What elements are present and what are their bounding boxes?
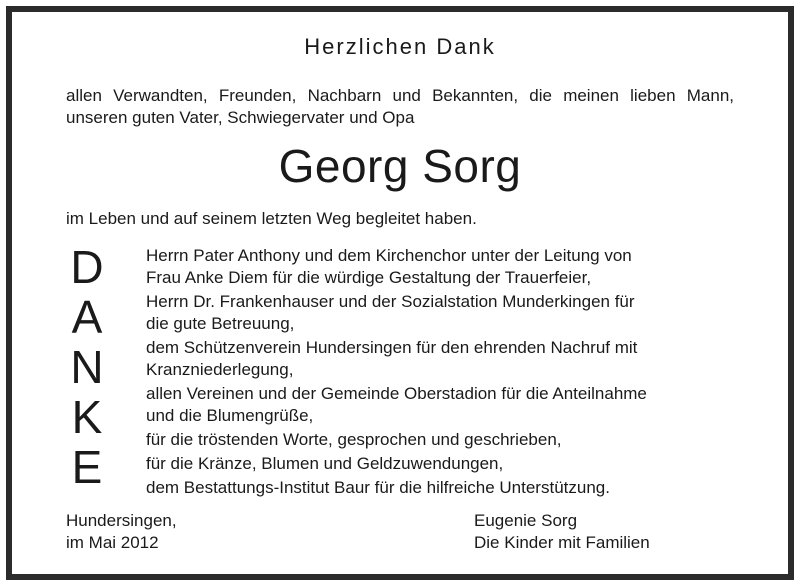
danke-letter: N	[70, 341, 104, 393]
danke-letter: E	[71, 441, 103, 493]
thanks-item	[146, 291, 647, 335]
thanks-line: die gute Betreuung,	[146, 314, 295, 333]
thanks-item	[146, 453, 647, 475]
thanks-line: Kranzniederlegung,	[146, 360, 294, 379]
thanks-line: Herrn Pater Anthony und dem Kirchenchor unter der Leitung von	[146, 246, 632, 265]
danke-letter: A	[71, 291, 103, 343]
thanks-line: Frau Anke Diem für die würdige Gestaltung der Trauerfeier,	[146, 268, 592, 287]
widow-name: Eugenie Sorg	[474, 511, 578, 530]
thanks-list	[146, 245, 647, 501]
thanks-item	[146, 477, 647, 499]
danke-letter: D	[70, 241, 104, 293]
after-name-text: im Leben und auf seinem letzten Weg begleitet haben.	[66, 209, 477, 228]
intro-text	[66, 85, 734, 129]
thanks-item	[146, 429, 647, 451]
thanks-line: dem Bestattungs-Institut Baur für die hilfreiche Unterstützung.	[146, 478, 610, 497]
thanks-item	[146, 383, 647, 427]
thanks-line: Herrn Dr. Frankenhauser und der Sozialstation Munderkingen für	[146, 292, 635, 311]
thanks-item	[146, 245, 647, 289]
thanks-line: dem Schützenverein Hundersingen für den ehrenden Nachruf mit	[146, 338, 638, 357]
deceased-name: Georg Sorg	[278, 140, 522, 192]
family-line: Die Kinder mit Familien	[474, 533, 650, 552]
thanks-line: und die Blumengrüße,	[146, 406, 314, 425]
intro-line-2: unseren guten Vater, Schwiegervater und Opa	[66, 108, 415, 127]
thanks-item	[146, 337, 647, 381]
family-signature	[474, 510, 650, 554]
thanks-line: für die tröstenden Worte, gesprochen und geschrieben,	[146, 430, 562, 449]
place-line: Hundersingen,	[66, 511, 177, 530]
notice-heading: Herzlichen Dank	[304, 34, 496, 59]
thanks-line: für die Kränze, Blumen und Geldzuwendungen,	[146, 454, 504, 473]
date-line: im Mai 2012	[66, 533, 159, 552]
place-date	[66, 510, 177, 554]
intro-line-1: allen Verwandten, Freunden, Nachbarn und Bekannten, die meinen lieben Mann,	[66, 86, 734, 105]
danke-vertical	[66, 242, 108, 492]
thanks-line: allen Vereinen und der Gemeinde Oberstadion für die Anteilnahme	[146, 384, 647, 403]
notice-frame	[6, 6, 794, 580]
danke-letter: K	[71, 391, 103, 443]
